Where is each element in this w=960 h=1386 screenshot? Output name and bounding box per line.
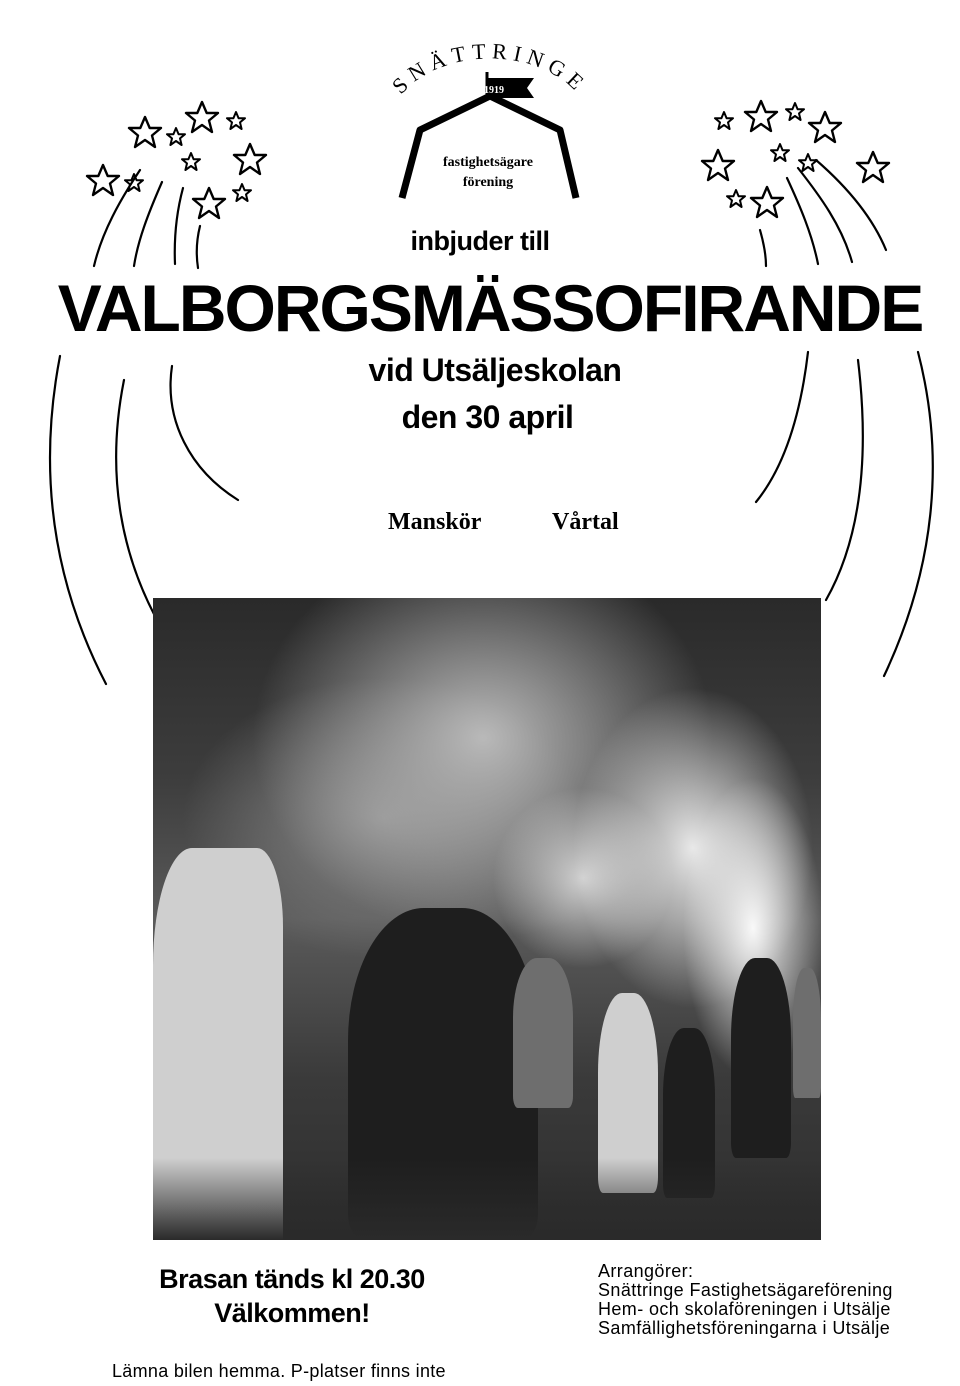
star-icon bbox=[771, 144, 789, 161]
star-icon bbox=[727, 190, 745, 207]
logo-flag-year: 1919 bbox=[484, 85, 504, 96]
logo-name-line2: förening bbox=[462, 175, 514, 190]
star-icon bbox=[234, 144, 266, 174]
welcome-text: Välkommen! bbox=[214, 1298, 370, 1328]
star-icon bbox=[227, 112, 245, 129]
crowd-person bbox=[513, 958, 573, 1108]
star-icon bbox=[193, 188, 225, 218]
star-icon bbox=[87, 165, 119, 195]
organizers-block bbox=[598, 1262, 893, 1338]
star-icon bbox=[786, 103, 804, 120]
crowd-person bbox=[731, 958, 791, 1158]
star-icon bbox=[715, 112, 733, 129]
event-title: VALBORGSMÄSSOFIRANDE bbox=[57, 271, 923, 345]
performer-item: Manskör bbox=[388, 509, 482, 535]
organizer-item: Samfällighetsföreningarna i Utsälje bbox=[598, 1318, 891, 1338]
date-text: den 30 april bbox=[401, 399, 574, 435]
star-icon bbox=[751, 187, 783, 217]
star-icon bbox=[799, 154, 817, 171]
star-icon bbox=[702, 150, 734, 180]
logo-arc-text: SNÄTTRINGE bbox=[386, 38, 594, 99]
star-icon bbox=[745, 101, 777, 131]
star-icon bbox=[857, 152, 889, 182]
venue-text: vid Utsäljeskolan bbox=[368, 352, 622, 388]
star-icon bbox=[809, 112, 841, 142]
star-icon bbox=[186, 102, 218, 132]
bonfire-photo bbox=[153, 598, 821, 1240]
crowd-person bbox=[793, 968, 821, 1098]
bonfire-caption bbox=[112, 1262, 472, 1330]
invites-text: inbjuder till bbox=[410, 226, 550, 256]
left-fireworks-stars bbox=[87, 102, 266, 218]
star-icon bbox=[129, 117, 161, 147]
star-icon bbox=[167, 128, 185, 145]
star-icon bbox=[182, 153, 200, 170]
parking-note: Lämna bilen hemma. P-platser finns inte bbox=[112, 1361, 446, 1381]
organizers-heading: Arrangörer: bbox=[598, 1261, 694, 1281]
logo-name-line1: fastighetsägare bbox=[443, 155, 533, 170]
organizer-item: Snättringe Fastighetsägareförening bbox=[598, 1280, 893, 1300]
organizer-item: Hem- och skolaföreningen i Utsälje bbox=[598, 1299, 891, 1319]
performer-item: Vårtal bbox=[552, 509, 619, 535]
star-icon bbox=[233, 184, 251, 201]
bonfire-time-text: Brasan tänds kl 20.30 bbox=[159, 1264, 425, 1294]
